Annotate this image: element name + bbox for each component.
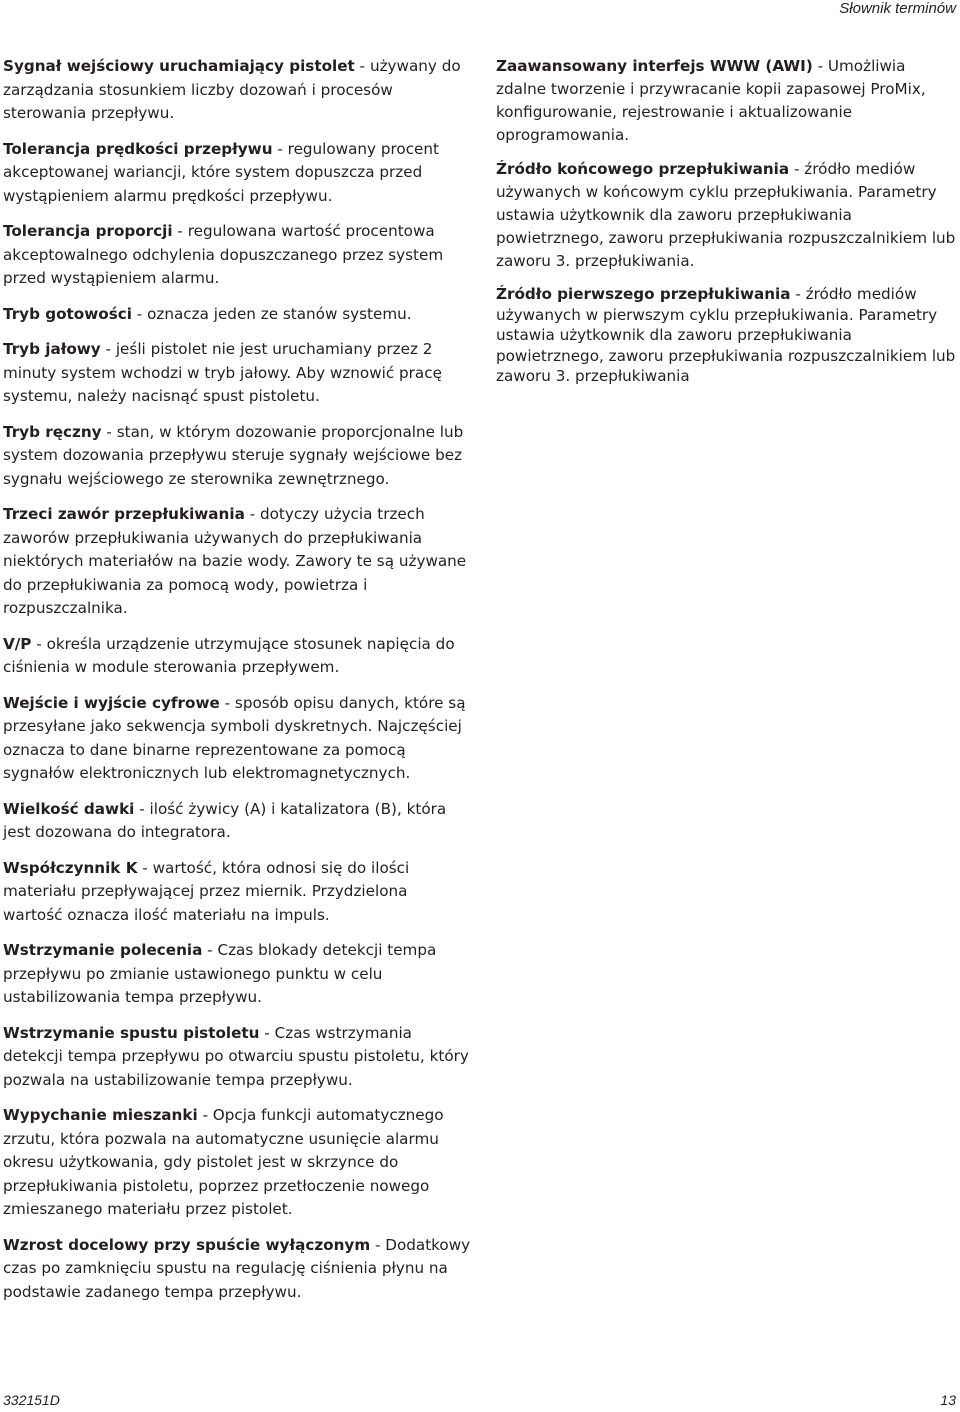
glossary-term: Zaawansowany interfejs WWW (AWI) xyxy=(496,57,813,75)
glossary-term: Wejście i wyjście cyfrowe xyxy=(3,693,220,712)
glossary-definition: - określa urządzenie utrzymujące stosunek napięcia do ciśnienia w module sterowania przepływem. xyxy=(3,634,455,676)
glossary-definition: - źródło mediów używanych w końcowym cyklu przepłukiwania. Parametry ustawia użytkownik dla zaworu przepłukiwania powietrznego, zaworu przepłukiwania rozpuszczalnikiem lub zaworu 3. przepłukiwania. xyxy=(496,160,956,270)
glossary-entry xyxy=(3,1104,471,1222)
glossary-right-column xyxy=(496,55,956,398)
document-number: 332151D xyxy=(3,1392,60,1408)
glossary-term: Trzeci zawór przepłukiwania xyxy=(3,505,245,523)
glossary-term: Wypychanie mieszanki xyxy=(3,1106,198,1124)
glossary-term: Źródło końcowego przepłukiwania xyxy=(496,160,790,178)
glossary-entry xyxy=(3,798,471,845)
glossary-entry xyxy=(496,55,956,147)
glossary-definition: - Dodatkowy czas po zamknięciu spustu na regulację ciśnienia płynu na podstawie zadanego tempa przepływu. xyxy=(3,1235,471,1301)
glossary-entry xyxy=(3,692,471,786)
glossary-definition: - wartość, która odnosi się do ilości materiału przepływającej przez miernik. Przydzielona wartość oznacza ilość materiału na impuls. xyxy=(3,858,410,924)
glossary-term: Tolerancja prędkości przepływu xyxy=(3,139,273,158)
glossary-entry xyxy=(3,1234,471,1305)
glossary-term: V/P xyxy=(3,634,32,653)
glossary-term: Tryb gotowości xyxy=(3,304,132,323)
glossary-term: Tolerancja proporcji xyxy=(3,222,173,240)
glossary-entry xyxy=(3,138,471,209)
glossary-term: Wzrost docelowy przy spuście wyłączonym xyxy=(3,1235,371,1254)
glossary-term: Źródło pierwszego przepłukiwania xyxy=(496,285,791,303)
glossary-entry xyxy=(3,421,471,492)
glossary-term: Współczynnik K xyxy=(3,858,138,877)
glossary-term: Wielkość dawki xyxy=(3,799,135,818)
glossary-entry xyxy=(3,1022,471,1093)
glossary-definition: - regulowana wartość procentowa akceptowalnego odchylenia dopuszczanego przez system przed wystąpieniem alarmu. xyxy=(3,222,444,287)
glossary-term: Tryb ręczny xyxy=(3,422,102,441)
glossary-definition: - źródło mediów używanych w pierwszym cyklu przepłukiwania. Parametry ustawia użytkownik dla zaworu przepłukiwania powietrznego, zaworu przepłukiwania rozpuszczalnikiem lub zaworu 3. przepłukiwania xyxy=(496,285,956,385)
glossary-left-column xyxy=(3,55,471,1316)
glossary-entry xyxy=(3,338,471,409)
glossary-definition: - Umożliwia zdalne tworzenie i przywracanie kopii zapasowej ProMix, konfigurowanie, rejestrowanie i aktualizowanie oprogramowania. xyxy=(496,57,926,144)
glossary-term: Wstrzymanie polecenia xyxy=(3,941,203,959)
glossary-entry xyxy=(496,284,956,387)
glossary-entry xyxy=(3,633,471,680)
glossary-term: Tryb jałowy xyxy=(3,340,101,358)
glossary-entry xyxy=(3,303,471,327)
glossary-definition: - dotyczy użycia trzech zaworów przepłukiwania używanych do przepłukiwania niektórych materiałów na bazie wody. Zawory te są używane do przepłukiwania za pomocą wody, powietrza i rozpuszczalnika. xyxy=(3,505,467,617)
glossary-entry xyxy=(3,939,471,1010)
glossary-definition: - oznacza jeden ze stanów systemu. xyxy=(131,304,412,323)
glossary-definition: - regulowany procent akceptowanej wariancji, które system dopuszcza przed wystąpieniem alarmu prędkości przepływu. xyxy=(3,139,439,205)
glossary-entry xyxy=(3,220,471,291)
glossary-definition: - stan, w którym dozowanie proporcjonalne lub system dozowania przepływu steruje sygnały wejściowe bez sygnału wejściowego ze sterownika zewnętrznego. xyxy=(3,422,464,488)
glossary-definition: - Czas wstrzymania detekcji tempa przepływu po otwarciu spustu pistoletu, który pozwala na ustabilizowanie tempa przepływu. xyxy=(3,1023,469,1089)
glossary-term: Sygnał wejściowy uruchamiający pistolet xyxy=(3,57,355,75)
glossary-definition: - ilość żywicy (A) i katalizatora (B), która jest dozowana do integratora. xyxy=(3,799,447,841)
glossary-entry xyxy=(3,55,471,126)
glossary-definition: - Opcja funkcji automatycznego zrzutu, która pozwala na automatyczne usunięcie alarmu okresu użytkowania, gdy pistolet jest w skrzynce do przepłukiwania pistoletu, poprzez przetłoczenie nowego zmieszanego materiału przez pistolet. xyxy=(3,1106,444,1218)
glossary-entry xyxy=(3,857,471,928)
glossary-entry xyxy=(496,158,956,273)
glossary-definition: - jeśli pistolet nie jest uruchamiany przez 2 minuty system wchodzi w tryb jałowy. Aby wznowić pracę systemu, należy nacisnąć spust pistoletu. xyxy=(3,340,442,405)
page-number: 13 xyxy=(940,1392,956,1408)
glossary-entry xyxy=(3,503,471,621)
page-header-title: Słownik terminów xyxy=(839,0,956,17)
glossary-definition: - sposób opisu danych, które są przesyłane jako sekwencja symboli dyskretnych. Najczęściej oznacza to dane binarne reprezentowane za pomocą sygnałów elektronicznych lub elektromagnetycznych. xyxy=(3,693,466,782)
glossary-definition: - Czas blokady detekcji tempa przepływu po zmianie ustawionego punktu w celu ustabilizowania tempa przepływu. xyxy=(3,941,437,1006)
glossary-term: Wstrzymanie spustu pistoletu xyxy=(3,1023,260,1042)
glossary-definition: - używany do zarządzania stosunkiem liczby dozowań i procesów sterowania przepływu. xyxy=(3,57,461,122)
